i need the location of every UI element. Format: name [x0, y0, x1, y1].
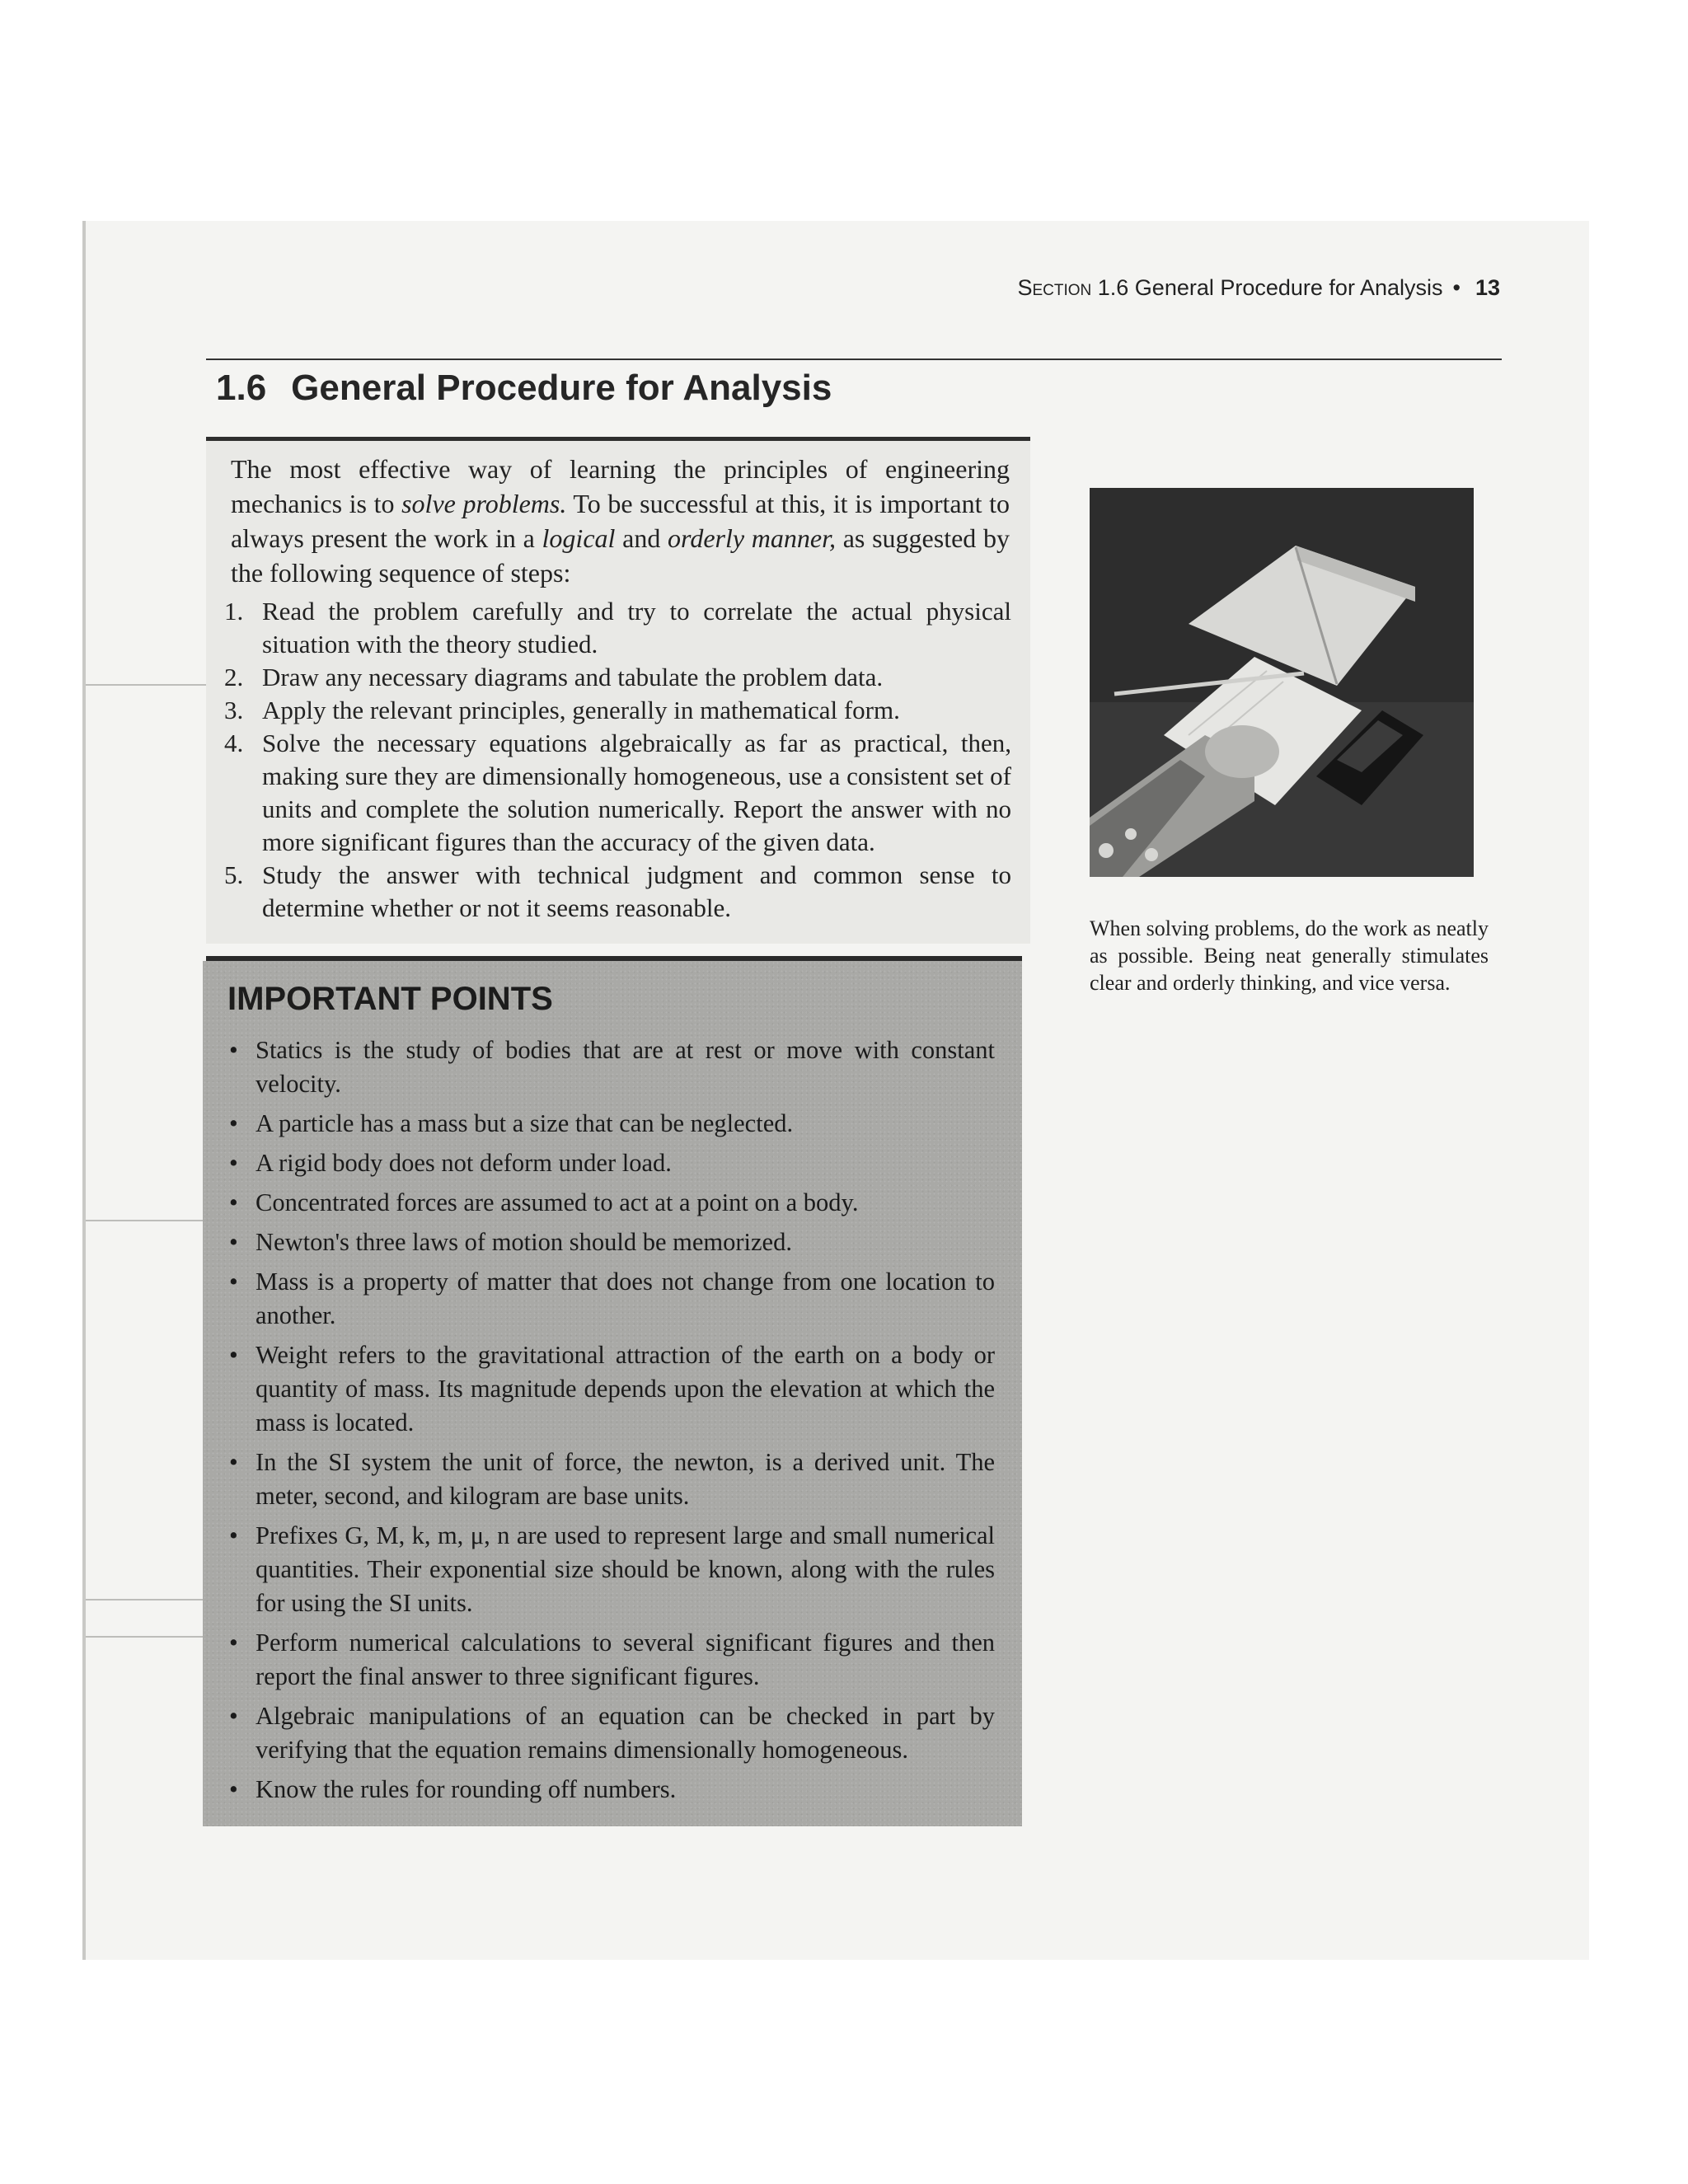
step-text: Read the problem carefully and try to correlate the actual physical situation with the theory studied.: [262, 597, 1011, 658]
intro-emphasis: solve problems.: [401, 489, 567, 518]
section-title: [216, 368, 832, 409]
intro-text: as suggested by the following sequence of steps:: [231, 523, 1010, 588]
margin-mark: [86, 1220, 209, 1221]
intro-paragraph: [231, 452, 1010, 590]
step-number: 3.: [224, 696, 244, 724]
list-item: • Perform numerical calculations to several significant figures and then report the final answer to three significant figures.: [224, 1626, 995, 1694]
procedure-steps: [224, 595, 1011, 925]
running-head-section-label: Section: [1017, 275, 1092, 300]
intro-text: To be successful at this, it is important to always present the work in a: [231, 489, 1010, 553]
running-head: [940, 275, 1500, 301]
list-item: • Weight refers to the gravitational attraction of the earth on a body or quantity of mass. Its magnitude depends upon the elevation at which the mass is located.: [224, 1338, 995, 1440]
step-item: [224, 694, 1011, 727]
list-item: • Newton's three laws of motion should be memorized.: [224, 1226, 995, 1259]
step-item: [224, 595, 1011, 661]
page-number: 13: [1475, 275, 1500, 300]
step-item: [224, 727, 1011, 859]
list-item: • Know the rules for rounding off numbers.: [224, 1773, 995, 1807]
step-item: [224, 661, 1011, 694]
list-item: • In the SI system the unit of force, the newton, is a derived unit. The meter, second, and kilogram are base units.: [224, 1446, 995, 1513]
step-item: [224, 859, 1011, 925]
intro-text: and: [615, 523, 668, 553]
step-text: Study the answer with technical judgment and common sense to determine whether or not it seems reasonable.: [262, 860, 1011, 922]
figure-photo: [1090, 488, 1474, 877]
intro-text: The most effective way of learning the principles of engineering mechanics is to: [231, 454, 1010, 518]
header-rule: [206, 359, 1502, 360]
section-title-text: General Procedure for Analysis: [291, 368, 832, 408]
step-text: Solve the necessary equations algebraically as far as practical, then, making sure they are dimensionally homogeneous, use a consistent set of units and complete the solution numerically. Report the answer with no more significant figures than the accuracy of the given data.: [262, 729, 1011, 856]
step-number: 1.: [224, 597, 244, 626]
running-head-section-text: 1.6 General Procedure for Analysis: [1097, 275, 1443, 300]
list-item: • A rigid body does not deform under load.: [224, 1146, 995, 1180]
scan-edge: [82, 221, 86, 1960]
step-text: Draw any necessary diagrams and tabulate the problem data.: [262, 663, 884, 691]
important-points-title: IMPORTANT POINTS: [227, 981, 553, 1017]
step-number: 4.: [224, 729, 244, 757]
figure-caption: When solving problems, do the work as neatly as possible. Being neat generally stimulates clear and orderly thinking, and vice versa.: [1090, 916, 1489, 995]
step-text: Apply the relevant principles, generally in mathematical form.: [262, 696, 900, 724]
margin-mark: [86, 684, 226, 686]
photo-illustration: [1090, 488, 1474, 877]
list-item: • Concentrated forces are assumed to act at a point on a body.: [224, 1186, 995, 1220]
step-number: 2.: [224, 663, 244, 691]
margin-mark: [86, 1599, 209, 1601]
intro-emphasis: orderly manner,: [668, 523, 836, 553]
list-item: • Statics is the study of bodies that are at rest or move with constant velocity.: [224, 1033, 995, 1101]
list-item: • Algebraic manipulations of an equation can be checked in part by verifying that the equation remains dimensionally homogeneous.: [224, 1699, 995, 1767]
section-number: 1.6: [216, 368, 267, 408]
list-item: • Prefixes G, M, k, m, μ, n are used to represent large and small numerical quantities. Their exponential size should be known, along with the rules for using the SI units.: [224, 1519, 995, 1620]
list-item: • Mass is a property of matter that does not change from one location to another.: [224, 1265, 995, 1333]
important-points-list: [224, 1033, 995, 1812]
margin-mark: [86, 1636, 209, 1638]
list-item: • A particle has a mass but a size that can be neglected.: [224, 1107, 995, 1141]
intro-emphasis: logical: [542, 523, 616, 553]
step-number: 5.: [224, 860, 244, 889]
running-head-separator: •: [1452, 275, 1461, 300]
